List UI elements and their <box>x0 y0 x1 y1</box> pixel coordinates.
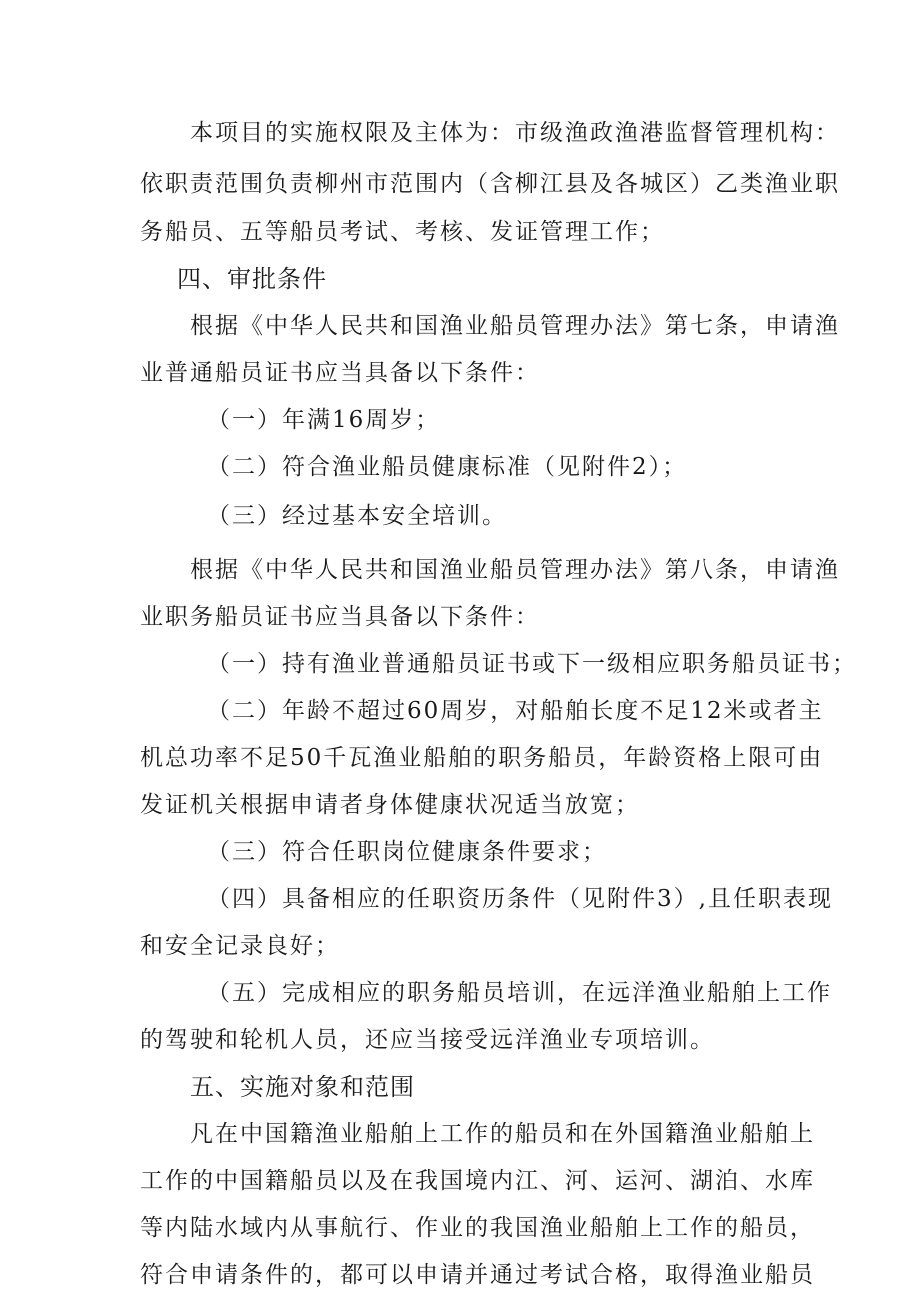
list-item-qualification-line-1: （四）具备相应的任职资历条件（见附件3）,且任职表现 <box>207 886 833 912</box>
list-item-training-line-2: 的驾驶和轮机人员，还应当接受远洋渔业专项培训。 <box>140 1027 715 1053</box>
list-item-training-line-1: （五）完成相应的职务船员培训，在远洋渔业船舶上工作 <box>207 980 832 1006</box>
para-target-line-4: 符合申请条件的，都可以申请并通过考试合格，取得渔业船员 <box>140 1262 815 1288</box>
section-heading-approval-conditions: 四、审批条件 <box>177 265 327 293</box>
list-item-age-60-line-3: 发证机关根据申请者身体健康状况适当放宽； <box>140 792 640 818</box>
para-scope-line-3: 务船员、五等船员考试、考核、发证管理工作； <box>140 219 665 245</box>
list-item-age-60-line-1: （二）年龄不超过60周岁，对船舶长度不足12米或者主 <box>207 698 824 724</box>
list-item-certificate: （一）持有渔业普通船员证书或下一级相应职务船员证书； <box>207 651 857 677</box>
list-item-qualification-line-2: 和安全记录良好； <box>140 933 340 959</box>
para-scope-line-2: 依职责范围负责柳州市范围内（含柳江县及各城区）乙类渔业职 <box>140 171 840 197</box>
list-item-health-standard: （二）符合渔业船员健康标准（见附件2）； <box>207 454 688 480</box>
list-item-age-16: （一）年满16周岁； <box>207 407 441 433</box>
list-item-job-health: （三）符合任职岗位健康条件要求； <box>207 839 607 865</box>
para-target-line-1: 凡在中国籍渔业船舶上工作的船员和在外国籍渔业船舶上 <box>190 1121 815 1147</box>
para-article8-line-2: 业职务船员证书应当具备以下条件： <box>140 604 540 630</box>
list-item-safety-training: （三）经过基本安全培训。 <box>207 503 507 529</box>
section-heading-target-scope: 五、实施对象和范围 <box>190 1073 415 1101</box>
para-article8-line-1: 根据《中华人民共和国渔业船员管理办法》第八条，申请渔 <box>190 557 840 583</box>
list-item-age-60-line-2: 机总功率不足50千瓦渔业船舶的职务船员，年龄资格上限可由 <box>140 745 824 771</box>
para-scope-line-1: 本项目的实施权限及主体为：市级渔政渔港监督管理机构： <box>190 120 840 146</box>
para-article7-line-2: 业普通船员证书应当具备以下条件： <box>140 360 540 386</box>
para-article7-line-1: 根据《中华人民共和国渔业船员管理办法》第七条，申请渔 <box>190 313 840 339</box>
para-target-line-2: 工作的中国籍船员以及在我国境内江、河、运河、湖泊、水库 <box>140 1168 815 1194</box>
para-target-line-3: 等内陆水域内从事航行、作业的我国渔业船舶上工作的船员， <box>140 1215 815 1241</box>
